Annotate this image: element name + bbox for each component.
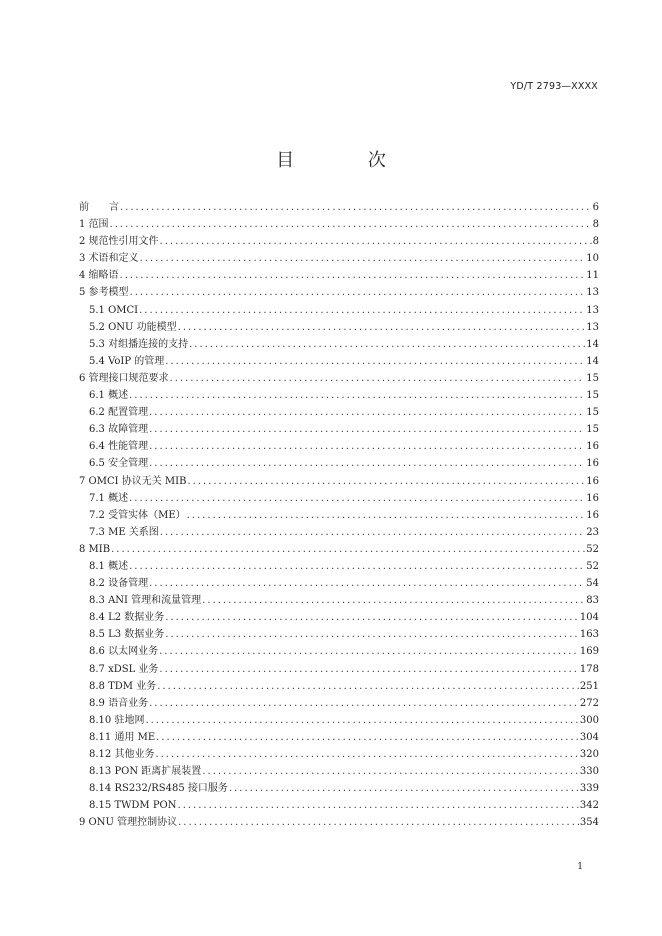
toc-entry[interactable] xyxy=(79,216,599,233)
toc-entry-page: 23 xyxy=(586,526,599,538)
toc-entry-page: 52 xyxy=(586,543,599,555)
toc-leader-dots xyxy=(139,302,585,319)
toc-entry-page: 15 xyxy=(586,372,599,384)
toc-entry[interactable] xyxy=(79,797,599,814)
toc-entry[interactable] xyxy=(79,609,599,626)
toc-entry-page: 8 xyxy=(592,236,599,248)
toc-entry[interactable] xyxy=(79,353,599,370)
toc-entry-label: 8.11 通用 ME xyxy=(89,731,156,743)
toc-leader-dots xyxy=(178,797,579,814)
toc-entry-page: 169 xyxy=(579,646,599,658)
toc-entry-label: 3 术语和定义 xyxy=(79,253,139,265)
toc-entry-label: 5.3 对组播连接的支持 xyxy=(89,338,189,350)
toc-leader-dots xyxy=(159,643,579,660)
table-of-contents xyxy=(79,199,599,831)
toc-entry[interactable] xyxy=(79,575,599,592)
toc-entry-label: 8.5 L3 数据业务 xyxy=(89,629,165,641)
toc-entry[interactable] xyxy=(79,661,599,678)
toc-entry[interactable] xyxy=(79,524,599,541)
toc-entry-label: 8.12 其他业务 xyxy=(89,749,155,760)
toc-entry-label: 8.9 语音业务 xyxy=(89,697,149,709)
toc-entry[interactable] xyxy=(79,473,599,490)
toc-leader-dots xyxy=(129,558,585,575)
toc-entry-label: 6.2 配置管理 xyxy=(89,407,149,419)
toc-entry-label: 2 规范性引用文件 xyxy=(79,236,159,248)
toc-entry[interactable] xyxy=(79,712,599,729)
toc-entry-page: 52 xyxy=(586,560,599,572)
toc-entry[interactable] xyxy=(79,421,599,438)
toc-entry-label: 6 管理接口规范要求 xyxy=(79,372,169,384)
document-header: YD/T 2793—XXXX xyxy=(510,81,598,92)
toc-entry[interactable] xyxy=(79,541,599,558)
toc-leader-dots xyxy=(155,746,578,763)
toc-entry-label: 6.4 性能管理 xyxy=(89,441,149,453)
toc-leader-dots xyxy=(187,507,586,524)
toc-entry[interactable] xyxy=(79,336,599,353)
toc-entry[interactable] xyxy=(79,558,599,575)
toc-entry-label: 5.4 VoIP 的管理 xyxy=(89,355,165,367)
toc-entry[interactable] xyxy=(79,387,599,404)
toc-entry-page: 10 xyxy=(586,253,599,265)
toc-entry-label: 7.2 受管实体（ME） xyxy=(89,509,186,521)
toc-entry-label: 8.3 ANI 管理和流量管理 xyxy=(89,595,202,607)
toc-entry[interactable] xyxy=(79,490,599,507)
toc-entry-label: 前 言 xyxy=(79,202,119,213)
toc-leader-dots xyxy=(111,541,585,558)
toc-entry[interactable] xyxy=(79,404,599,421)
toc-entry-page: 15 xyxy=(586,424,599,436)
toc-entry-page: 178 xyxy=(579,663,599,675)
toc-leader-dots xyxy=(229,780,579,797)
toc-entry-label: 8.13 PON 距离扩展装置 xyxy=(89,766,202,778)
toc-entry-page: 342 xyxy=(579,800,599,812)
toc-entry[interactable] xyxy=(79,438,599,455)
toc-entry-page: 14 xyxy=(586,338,599,350)
toc-leader-dots xyxy=(120,199,592,216)
toc-entry-label: 8.14 RS232/RS485 接口服务 xyxy=(89,783,228,795)
toc-entry-page: 104 xyxy=(579,612,599,624)
toc-entry-label: 7 OMCI 协议无关 MIB xyxy=(79,475,187,487)
toc-entry-page: 304 xyxy=(579,731,599,743)
toc-entry[interactable] xyxy=(79,250,599,267)
toc-entry[interactable] xyxy=(79,455,599,472)
toc-entry-page: 330 xyxy=(579,766,599,778)
toc-entry-page: 54 xyxy=(586,578,599,590)
toc-leader-dots xyxy=(165,626,579,643)
toc-entry-page: 15 xyxy=(586,407,599,419)
toc-leader-dots xyxy=(156,729,579,746)
toc-entry-page: 272 xyxy=(579,697,599,709)
toc-entry-label: 1 范围 xyxy=(79,219,109,231)
toc-leader-dots xyxy=(165,609,579,626)
toc-entry-page: 251 xyxy=(579,680,599,692)
toc-entry-label: 9 ONU 管理控制协议 xyxy=(79,817,178,829)
toc-entry-label: 7.3 ME 关系图 xyxy=(89,526,159,538)
toc-entry-label: 8.15 TWDM PON xyxy=(89,800,177,812)
toc-leader-dots xyxy=(120,267,586,284)
toc-entry[interactable] xyxy=(79,729,599,746)
toc-entry-page: 13 xyxy=(586,321,599,333)
toc-leader-dots xyxy=(202,592,585,609)
toc-leader-dots xyxy=(149,695,579,712)
page-title: 目 次 xyxy=(276,150,420,171)
toc-entry-label: 7.1 概述 xyxy=(89,492,129,504)
toc-leader-dots xyxy=(145,712,578,729)
toc-entry[interactable] xyxy=(79,746,599,763)
toc-entry-page: 16 xyxy=(586,441,599,453)
toc-leader-dots xyxy=(165,353,585,370)
toc-entry[interactable] xyxy=(79,319,599,336)
toc-entry-page: 13 xyxy=(586,287,599,299)
toc-entry[interactable] xyxy=(79,626,599,643)
toc-leader-dots xyxy=(157,678,579,695)
toc-entry[interactable] xyxy=(79,233,599,250)
toc-entry[interactable] xyxy=(79,695,599,712)
toc-entry[interactable] xyxy=(79,780,599,797)
toc-entry-page: 14 xyxy=(586,355,599,367)
toc-entry-page: 320 xyxy=(579,749,599,760)
toc-entry-page: 354 xyxy=(579,817,599,829)
toc-leader-dots xyxy=(178,814,579,831)
toc-leader-dots xyxy=(187,473,585,490)
toc-entry-label: 5 参考模型 xyxy=(79,287,129,299)
toc-entry[interactable] xyxy=(79,592,599,609)
toc-leader-dots xyxy=(149,438,585,455)
toc-entry[interactable] xyxy=(79,267,599,284)
toc-entry-page: 300 xyxy=(579,714,599,726)
toc-entry-page: 15 xyxy=(586,390,599,402)
toc-entry-label: 8.7 xDSL 业务 xyxy=(89,663,159,675)
toc-leader-dots xyxy=(149,421,585,438)
toc-entry-label: 6.1 概述 xyxy=(89,390,129,402)
toc-entry-page: 16 xyxy=(586,492,599,504)
toc-entry-page: 16 xyxy=(586,475,599,487)
toc-entry-label: 6.3 故障管理 xyxy=(89,424,149,436)
toc-leader-dots xyxy=(129,387,585,404)
toc-entry-label: 8.2 设备管理 xyxy=(89,578,149,590)
toc-entry-label: 8.6 以太网业务 xyxy=(89,646,159,658)
toc-leader-dots xyxy=(189,336,585,353)
toc-leader-dots xyxy=(110,216,592,233)
toc-entry-label: 8.1 概述 xyxy=(89,560,129,572)
toc-leader-dots xyxy=(160,233,592,250)
toc-entry[interactable] xyxy=(79,370,599,387)
toc-leader-dots xyxy=(159,661,578,678)
toc-entry-page: 163 xyxy=(579,629,599,641)
toc-entry-page: 8 xyxy=(592,219,599,231)
toc-entry-label: 5.2 ONU 功能模型 xyxy=(89,321,177,333)
toc-leader-dots xyxy=(149,404,585,421)
toc-leader-dots xyxy=(149,455,585,472)
toc-entry-label: 8.8 TDM 业务 xyxy=(89,680,157,692)
toc-entry-label: 8.10 驻地网 xyxy=(89,714,145,726)
toc-leader-dots xyxy=(130,284,586,301)
toc-leader-dots xyxy=(202,763,579,780)
toc-leader-dots xyxy=(170,370,586,387)
page-number: 1 xyxy=(577,862,583,872)
toc-entry[interactable] xyxy=(79,507,599,524)
toc-entry[interactable] xyxy=(79,814,599,831)
toc-entry[interactable] xyxy=(79,678,599,695)
toc-entry-label: 5.1 OMCI xyxy=(89,304,139,316)
toc-entry-page: 13 xyxy=(586,304,599,316)
toc-entry[interactable] xyxy=(79,284,599,301)
toc-entry-label: 8 MIB xyxy=(79,543,111,555)
toc-entry[interactable] xyxy=(79,302,599,319)
toc-leader-dots xyxy=(178,319,586,336)
toc-leader-dots xyxy=(160,524,585,541)
toc-entry-label: 4 缩略语 xyxy=(79,270,119,282)
toc-entry[interactable] xyxy=(79,199,599,216)
toc-entry-page: 339 xyxy=(579,783,599,795)
toc-entry-label: 8.4 L2 数据业务 xyxy=(89,612,165,624)
toc-leader-dots xyxy=(140,250,586,267)
toc-leader-dots xyxy=(129,490,585,507)
toc-entry-page: 83 xyxy=(586,595,599,607)
toc-entry-page: 16 xyxy=(586,458,599,470)
toc-entry-page: 16 xyxy=(586,509,599,521)
toc-entry[interactable] xyxy=(79,763,599,780)
toc-entry-page: 6 xyxy=(592,202,599,213)
toc-entry[interactable] xyxy=(79,643,599,660)
toc-leader-dots xyxy=(149,575,585,592)
toc-entry-label: 6.5 安全管理 xyxy=(89,458,149,470)
toc-entry-page: 11 xyxy=(586,270,599,282)
